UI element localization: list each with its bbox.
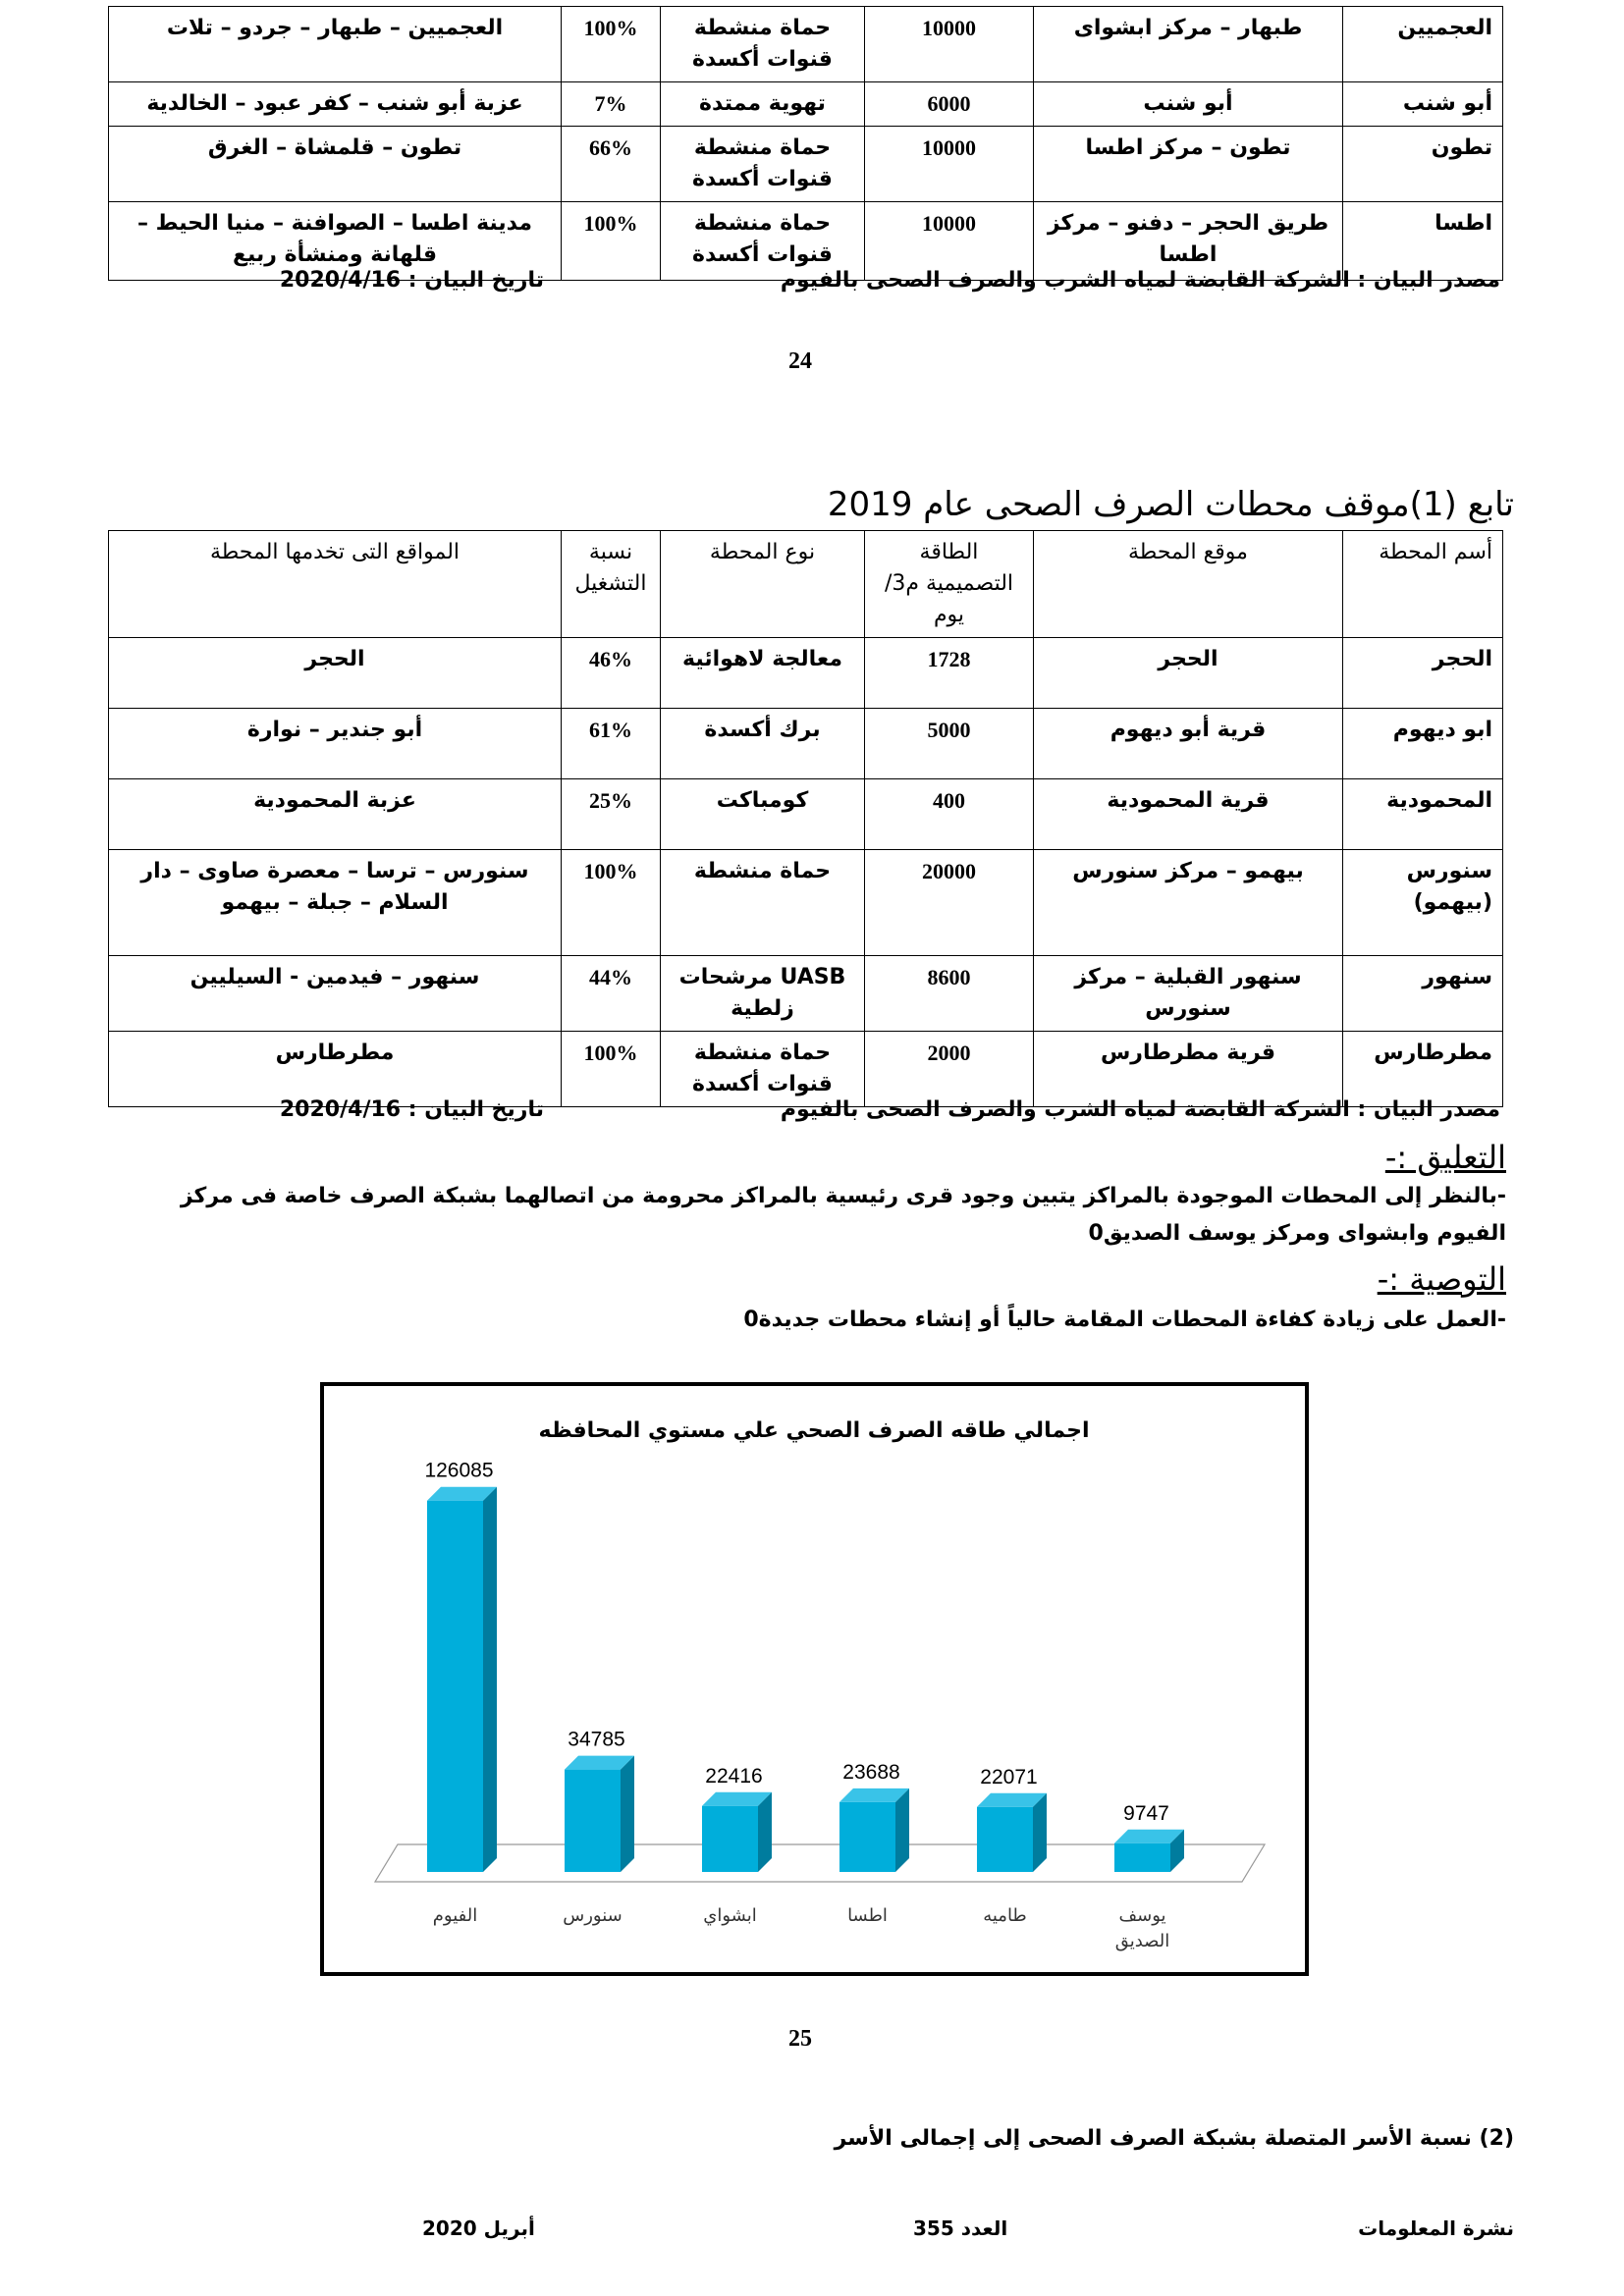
cell-capacity: 10000 [865, 7, 1034, 82]
cell-type: حماة منشطة قنوات أكسدة [661, 202, 865, 281]
cell-name: العجميين [1343, 7, 1503, 82]
data-label: 22416 [705, 1764, 763, 1788]
chart-title: اجمالي طاقه الصرف الصحي علي مستوي المحافظه [538, 1418, 1090, 1443]
page-number-25: 25 [788, 2026, 812, 2052]
bar [1114, 1843, 1170, 1872]
header-capacity: الطاقة التصميمية م3/يوم [865, 531, 1034, 638]
cell-location: تطون – مركز اطسا [1034, 127, 1343, 202]
table-top [108, 6, 1503, 281]
cell-rate: 100% [562, 202, 661, 281]
cell-capacity: 8600 [865, 956, 1034, 1032]
cell-location: قرية مطرطارس [1034, 1032, 1343, 1107]
cell-served: الحجر [109, 638, 562, 709]
cell-capacity: 6000 [865, 82, 1034, 127]
bar-side [1033, 1793, 1047, 1872]
cell-capacity: 5000 [865, 709, 1034, 779]
cell-served: سنهور – فيدمين - السيليين [109, 956, 562, 1032]
cell-name: تطون [1343, 127, 1503, 202]
bar [565, 1770, 621, 1872]
cell-type: برك أكسدة [661, 709, 865, 779]
cell-rate: 100% [562, 1032, 661, 1107]
category-label: ابشواي [703, 1905, 757, 1926]
cell-type: حماة منشطة قنوات أكسدة [661, 7, 865, 82]
category-label: سنورس [563, 1905, 623, 1926]
bar-side [758, 1792, 772, 1872]
bar [427, 1501, 483, 1872]
data-label: 9747 [1123, 1801, 1169, 1825]
capacity-bar-chart [324, 1386, 1305, 1972]
cell-rate: 61% [562, 709, 661, 779]
cell-name: اطسا [1343, 202, 1503, 281]
table-row [109, 638, 1503, 709]
cell-served: مطرطارس [109, 1032, 562, 1107]
bar-side [621, 1756, 634, 1872]
cell-served: أبو جندير – نوارة [109, 709, 562, 779]
table-main-source: مصدر البيان : الشركة القابضة لمياه الشرب والصرف الصحى بالفيوم [780, 1097, 1500, 1122]
cell-rate: 25% [562, 779, 661, 850]
cell-capacity: 10000 [865, 127, 1034, 202]
recommendation-text: -العمل على زيادة كفاءة المحطات المقامة حالياً أو إنشاء محطات جديدة0 [743, 1308, 1506, 1332]
cell-served: تطون – قلمشاة – الغرق [109, 127, 562, 202]
cell-capacity: 10000 [865, 202, 1034, 281]
next-section-title: (2) نسبة الأسر المتصلة بشبكة الصرف الصحى إلى إجمالى الأسر [834, 2126, 1514, 2151]
header-rate: نسبة التشغيل [562, 531, 661, 638]
cell-capacity: 400 [865, 779, 1034, 850]
cell-type: حماة منشطة قنوات أكسدة [661, 1032, 865, 1107]
bar [977, 1807, 1033, 1872]
category-label: الفيوم [432, 1905, 478, 1926]
cell-type: UASB مرشحات زلطية [661, 956, 865, 1032]
cell-capacity: 1728 [865, 638, 1034, 709]
table-row [109, 956, 1503, 1032]
data-label: 23688 [842, 1760, 900, 1784]
footer-issue: العدد 355 [913, 2216, 1008, 2240]
table-main-date: تاريخ البيان : 2020/4/16 [279, 1097, 544, 1122]
cell-location: الحجر [1034, 638, 1343, 709]
cell-name: المحمودية [1343, 779, 1503, 850]
chart-frame [320, 1382, 1309, 1976]
data-label: 22071 [980, 1765, 1038, 1789]
footer-publication: نشرة المعلومات [1358, 2216, 1514, 2240]
category-label: طاميه [983, 1905, 1027, 1926]
table-row [109, 1032, 1503, 1107]
table-row [109, 779, 1503, 850]
table-row [109, 7, 1503, 82]
cell-served: العجميين – طبهار – جردو – تلات [109, 7, 562, 82]
cell-rate: 46% [562, 638, 661, 709]
cell-type: حماة منشطة [661, 850, 865, 956]
cell-type: تهوية ممتدة [661, 82, 865, 127]
table-main [108, 530, 1503, 1107]
table-row [109, 709, 1503, 779]
cell-rate: 66% [562, 127, 661, 202]
cell-rate: 100% [562, 7, 661, 82]
cell-name: مطرطارس [1343, 1032, 1503, 1107]
cell-name: أبو شنب [1343, 82, 1503, 127]
footer-date: أبريل 2020 [422, 2216, 535, 2240]
cell-type: معالجة لاهوائية [661, 638, 865, 709]
cell-served: عزبة المحمودية [109, 779, 562, 850]
cell-location: سنهور القبلية – مركز سنورس [1034, 956, 1343, 1032]
recommendation-heading: التوصية :- [1377, 1260, 1506, 1298]
comment-heading: التعليق :- [1384, 1139, 1506, 1176]
header-type: نوع المحطة [661, 531, 865, 638]
cell-location: قرية المحمودية [1034, 779, 1343, 850]
cell-rate: 7% [562, 82, 661, 127]
table-row [109, 127, 1503, 202]
cell-type: حماة منشطة قنوات أكسدة [661, 127, 865, 202]
category-label: اطسا [847, 1905, 888, 1926]
cell-served: مدينة اطسا – الصوافنة – منيا الحيط – قلهانة ومنشأة ربيع [109, 202, 562, 281]
cell-location: قرية أبو ديهوم [1034, 709, 1343, 779]
page-number-24: 24 [788, 348, 812, 374]
cell-capacity: 2000 [865, 1032, 1034, 1107]
cell-name: سنهور [1343, 956, 1503, 1032]
cell-location: طريق الحجر – دفنو – مركز اطسا [1034, 202, 1343, 281]
cell-rate: 44% [562, 956, 661, 1032]
cell-location: أبو شنب [1034, 82, 1343, 127]
cell-type: كومباكت [661, 779, 865, 850]
cell-served: سنورس – ترسا – معصرة صاوى – دار السلام – جبلة – بيهمو [109, 850, 562, 956]
data-label: 34785 [568, 1728, 625, 1751]
bar [702, 1806, 758, 1872]
header-served: المواقع التى تخدمها المحطة [109, 531, 562, 638]
cell-served: عزبة أبو شنب – كفر عبود – الخالدية [109, 82, 562, 127]
header-location: موقع المحطة [1034, 531, 1343, 638]
cell-name: ابو ديهوم [1343, 709, 1503, 779]
bar-side [895, 1789, 909, 1872]
cell-rate: 100% [562, 850, 661, 956]
bar [839, 1802, 895, 1872]
data-label: 126085 [424, 1459, 494, 1482]
category-label: يوسف [1118, 1905, 1166, 1926]
bar-side [483, 1487, 497, 1872]
cell-name: الحجر [1343, 638, 1503, 709]
table-top-source: مصدر البيان : الشركة القابضة لمياه الشرب والصرف الصحى بالفيوم [780, 268, 1500, 293]
cell-name: سنورس (بيهمو) [1343, 850, 1503, 956]
header-name: أسم المحطة [1343, 531, 1503, 638]
section-title: تابع (1)موقف محطات الصرف الصحى عام 2019 [827, 485, 1514, 524]
cell-location: طبهار – مركز ابشواى [1034, 7, 1343, 82]
cell-capacity: 20000 [865, 850, 1034, 956]
table-row [109, 82, 1503, 127]
table-top-date: تاريخ البيان : 2020/4/16 [279, 268, 544, 293]
category-label: الصديق [1114, 1931, 1170, 1951]
table-row [109, 850, 1503, 956]
comment-text: -بالنظر إلى المحطات الموجودة بالمراكز يتبين وجود قرى رئيسية بالمراكز محرومة من اتصالهما بشبكة الصرف خاصة فى مركز الفيوم وابشواى ومركز يوسف الصديق0 [180, 1184, 1506, 1246]
cell-location: بيهمو – مركز سنورس [1034, 850, 1343, 956]
